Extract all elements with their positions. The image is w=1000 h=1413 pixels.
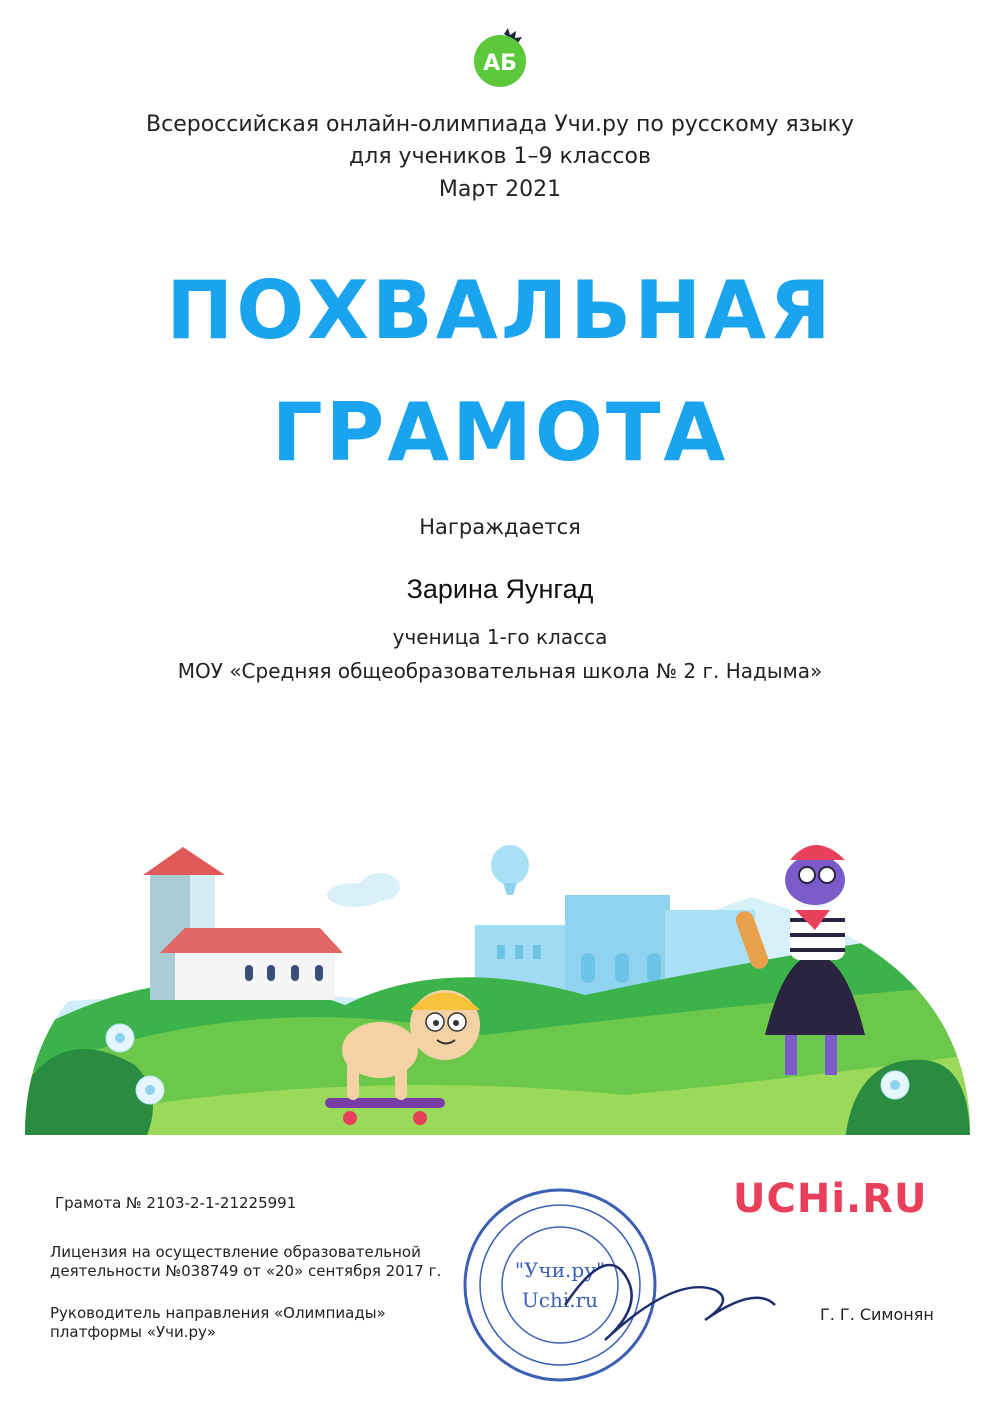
- olympiad-title: Всероссийская онлайн-олимпиада Учи.ру по русскому языку: [146, 112, 854, 137]
- uchi-logo-icon: [472, 28, 528, 88]
- head-title-line-2: платформы «Учи.ру»: [50, 1323, 217, 1341]
- certificate-number: Грамота № 2103-2-1-21225991: [55, 1194, 297, 1212]
- recipient-grade: ученица 1-го класса: [392, 625, 608, 649]
- certificate-title-line2: ГРАМОТА: [271, 386, 729, 479]
- head-title-line-1: Руководитель направления «Олимпиады»: [50, 1304, 386, 1322]
- olympiad-date: Март 2021: [438, 177, 562, 202]
- logo-text: АБ: [483, 51, 517, 76]
- certificate-title-line1: ПОХВАЛЬНАЯ: [166, 264, 834, 357]
- uchi-ru-brand: UCHi.RU: [733, 1176, 928, 1222]
- olympiad-audience: для учеников 1–9 классов: [349, 144, 651, 169]
- license-line-1: Лицензия на осуществление образовательной: [50, 1243, 421, 1261]
- awarded-label: Награждается: [419, 515, 581, 539]
- stamp-text-2: Uchi.ru: [521, 1288, 599, 1312]
- stamp-text-1: "Учи.ру": [514, 1258, 606, 1282]
- recipient-name: Зарина Яунгад: [406, 574, 594, 604]
- landscape-illustration: [25, 835, 975, 1140]
- license-line-2: деятельности №038749 от «20» сентября 2017 г.: [50, 1262, 442, 1280]
- recipient-school: МОУ «Средняя общеобразовательная школа № 2 г. Надыма»: [177, 659, 823, 683]
- signer-name: Г. Г. Симонян: [820, 1305, 934, 1324]
